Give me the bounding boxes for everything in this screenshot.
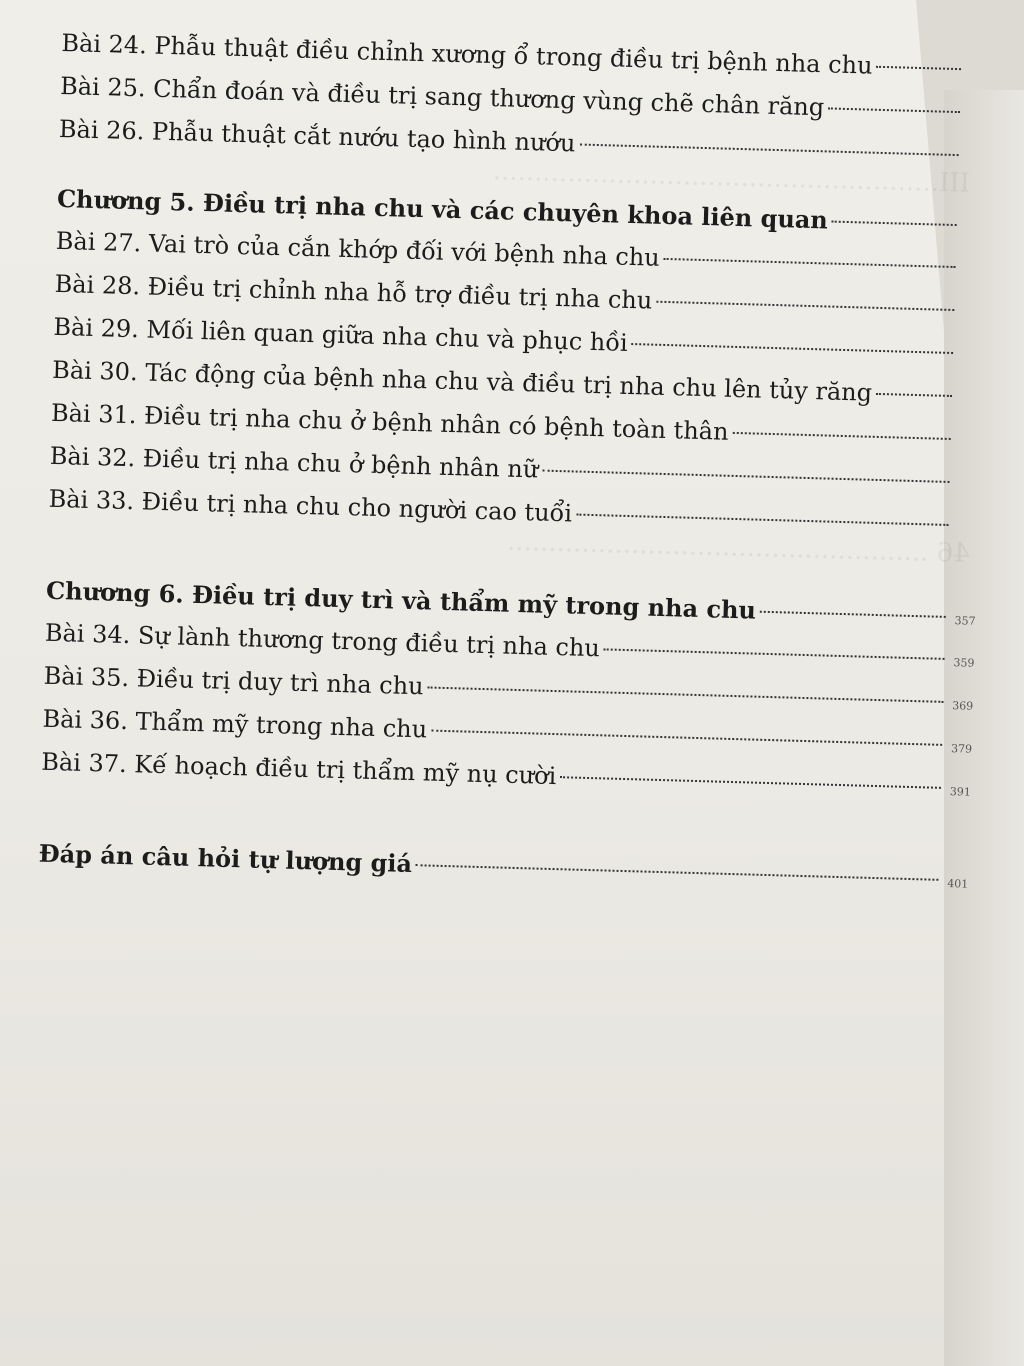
toc-page-number: 391 xyxy=(949,785,972,799)
toc-page-number xyxy=(955,446,981,447)
toc-page-number: 379 xyxy=(950,742,973,756)
dot-leader xyxy=(632,343,954,354)
toc-entry-title: Bài 33. Điều trị nha chu cho người cao tuổi xyxy=(48,484,573,528)
answers-title: Đáp án câu hỏi tự lượng giá xyxy=(38,838,413,879)
toc-entry-title: Bài 31. Điều trị nha chu ở bệnh nhân có bệnh toàn thân xyxy=(50,398,729,446)
toc-page-number xyxy=(964,119,990,120)
dot-leader xyxy=(876,66,961,70)
toc-page-number: 357 xyxy=(954,614,976,628)
dot-leader xyxy=(560,776,941,789)
toc-entry-title: Bài 25. Chẩn đoán và điều trị sang thương vùng chẽ chân răng xyxy=(59,71,825,122)
dot-leader xyxy=(828,107,960,113)
toc-entry-title: Bài 36. Thẩm mỹ trong nha chu xyxy=(42,704,428,744)
dot-leader xyxy=(416,864,938,881)
toc-page-number xyxy=(959,274,985,275)
toc-page-number xyxy=(958,317,984,318)
dot-leader xyxy=(732,432,950,440)
toc-entry-title: Bài 37. Kế hoạch điều trị thẩm mỹ nụ cười xyxy=(40,747,557,791)
toc-page-number xyxy=(957,360,983,361)
dot-leader xyxy=(832,221,957,226)
toc-page-number: 359 xyxy=(953,656,975,670)
dot-leader xyxy=(579,143,958,156)
toc-entry-title: Bài 24. Phẫu thuật điều chỉnh xương ổ trong điều trị bệnh nha chu xyxy=(61,28,873,80)
chapter-title: Chương 6. Điều trị duy trì và thẩm mỹ trong nha chu xyxy=(45,575,757,625)
toc-page-number xyxy=(960,232,986,233)
dot-leader xyxy=(656,301,954,311)
toc-entry-title: Bài 35. Điều trị duy trì nha chu xyxy=(43,661,424,701)
toc-entry-title: Bài 34. Sự lành thương trong điều trị nha chu xyxy=(44,618,601,663)
dot-leader xyxy=(876,393,952,397)
dot-leader xyxy=(576,514,948,526)
toc-entry-title: Bài 29. Mối liên quan giữa nha chu và phục hồi xyxy=(53,312,629,357)
toc-entry-title: Bài 26. Phẫu thuật cắt nướu tạo hình nướu xyxy=(58,114,576,158)
chapter-title: Chương 5. Điều trị nha chu và các chuyên khoa liên quan xyxy=(56,183,829,235)
toc-page-number: 369 xyxy=(952,699,974,713)
toc-page-number xyxy=(956,403,982,404)
dot-leader xyxy=(760,611,946,618)
toc-entry-title: Bài 32. Điều trị nha chu ở bệnh nhân nữ xyxy=(49,441,539,484)
toc-page-number xyxy=(962,162,988,163)
toc-page-number xyxy=(953,489,979,490)
dot-leader xyxy=(604,648,945,660)
bleed-through-text: III...................................................... xyxy=(492,156,971,199)
table-of-contents xyxy=(38,22,991,901)
dot-leader xyxy=(664,258,956,268)
toc-entry-title: Bài 27. Vai trò của cắn khớp đối với bệnh nha chu xyxy=(55,226,661,272)
dot-leader xyxy=(431,730,942,746)
dot-leader xyxy=(542,470,949,483)
dot-leader xyxy=(428,686,944,702)
toc-page-number xyxy=(965,76,991,77)
toc-page-number: 401 xyxy=(947,877,969,891)
bleed-through-text: 46 ................................................... xyxy=(506,526,971,569)
toc-page-number xyxy=(952,532,978,533)
toc-entry-title: Bài 28. Điều trị chỉnh nha hỗ trợ điều trị nha chu xyxy=(54,269,653,315)
toc-entry-title: Bài 30. Tác động của bệnh nha chu và điều trị nha chu lên tủy răng xyxy=(51,355,873,407)
